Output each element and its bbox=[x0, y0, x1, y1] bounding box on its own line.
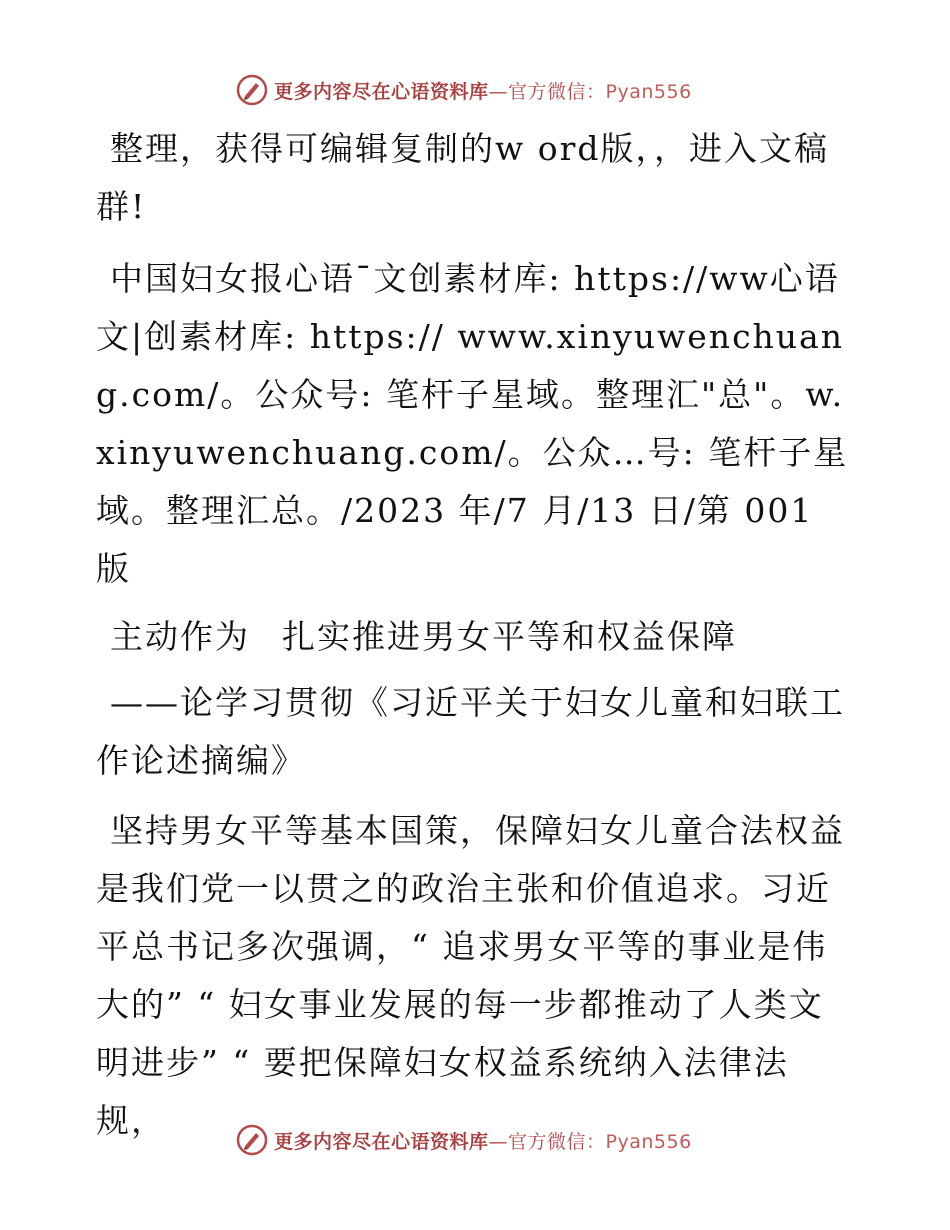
article-title-part-b: 扎实推进男女平等和权益保障 bbox=[282, 617, 737, 656]
body-paragraph: 坚持男女平等基本国策，保障妇女儿童合法权益是我们党一以贯之的政治主张和价值追求。习近平总书记多次强调，“ 追求男女平等的事业是伟大的” “ 妇女事业发展的每一步都推动了人类文明进步” “ 要把保障妇女权益系统纳入法律法规， bbox=[96, 811, 845, 1140]
watermark-main-text: 更多内容尽在心语资料库 bbox=[274, 80, 489, 103]
document-body bbox=[96, 120, 856, 1150]
watermark-main-text: 更多内容尽在心语资料库 bbox=[274, 1130, 489, 1153]
watermark-handle: Pyan556 bbox=[605, 80, 692, 103]
pen-logo-icon bbox=[236, 74, 268, 106]
watermark-separator: — bbox=[488, 80, 509, 103]
watermark-header bbox=[236, 72, 692, 108]
pen-logo-icon bbox=[236, 1124, 268, 1156]
source-paragraph: 中国妇女报心语¯文创素材库: https://ww心语文|创素材库: https:// www.xinyuwenchuang.com/。公众号: 笔杆子星域。整理汇"总"。w.xinyuwenchuang.com/。公众…号: 笔杆子星域。整理汇总。/2023 年/7 月/13 日/第 001 版 bbox=[96, 259, 849, 588]
watermark-official-text: 官方微信： bbox=[508, 1130, 606, 1153]
intro-paragraph: 整理，获得可编辑复制的w ord版，，进入文稿群! bbox=[96, 129, 830, 226]
article-title bbox=[96, 608, 856, 666]
watermark-handle: Pyan556 bbox=[605, 1130, 692, 1153]
article-title-part-a: 主动作为 bbox=[110, 617, 250, 656]
watermark-footer bbox=[236, 1122, 692, 1158]
watermark-official-text: 官方微信： bbox=[508, 80, 606, 103]
watermark-separator: — bbox=[488, 1130, 509, 1153]
article-subtitle: ——论学习贯彻《习近平关于妇女儿童和妇联工作论述摘编》 bbox=[96, 683, 845, 780]
